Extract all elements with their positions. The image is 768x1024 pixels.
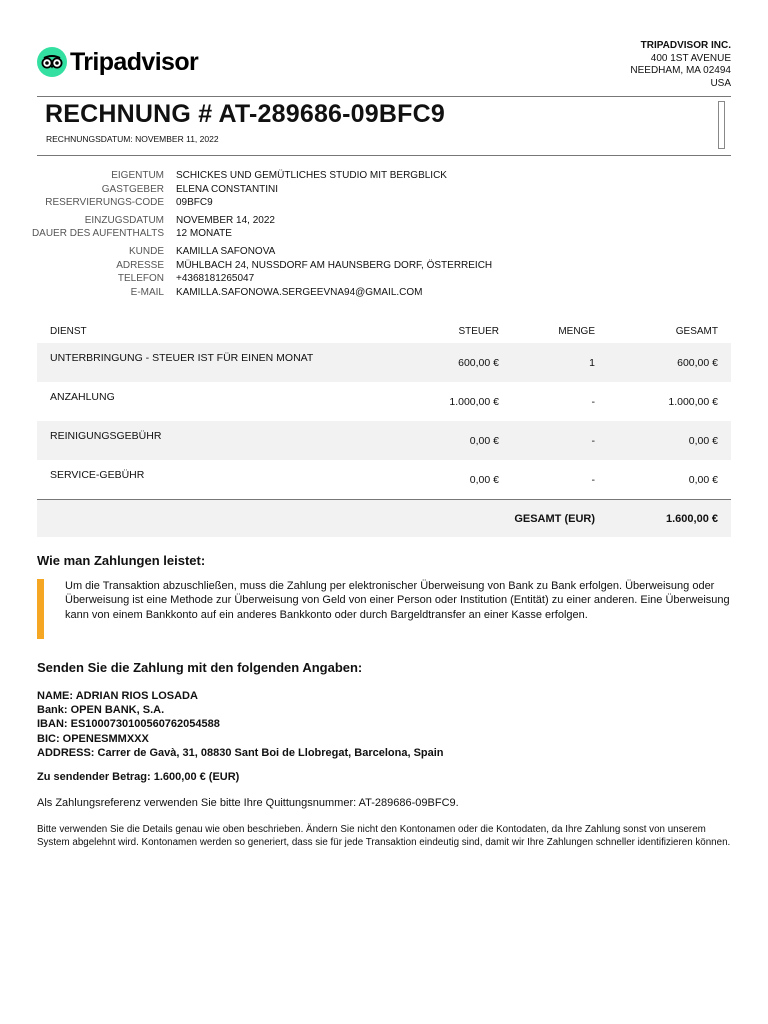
- detail-label: ADRESSE: [116, 259, 164, 271]
- company-address: [630, 40, 731, 90]
- detail-value: ELENA CONSTANTINI: [176, 183, 279, 195]
- detail-value: KAMILLA SAFONOVA: [176, 245, 276, 257]
- bank-bic: BIC: OPENESMMXXX: [37, 732, 149, 745]
- send-payment-heading: Senden Sie die Zahlung mit den folgenden Angaben:: [37, 660, 363, 675]
- cell-total: 0,00 €: [688, 473, 718, 486]
- bank-account-name: NAME: ADRIAN RIOS LOSADA: [37, 690, 198, 702]
- detail-value: 12 MONATE: [176, 228, 232, 240]
- table-row: [37, 343, 731, 382]
- tripadvisor-owl-icon: [37, 47, 67, 77]
- company-address-line: USA: [710, 77, 731, 89]
- cell-quantity: -: [591, 395, 595, 408]
- company-address-line: 400 1ST AVENUE: [650, 52, 731, 64]
- divider: [37, 96, 731, 97]
- detail-value: KAMILLA.SAFONOWA.SERGEEVNA94@GMAIL.COM: [176, 286, 423, 298]
- table-header: [37, 319, 731, 343]
- cell-quantity: 1: [589, 356, 595, 369]
- detail-row-address: [30, 259, 492, 273]
- detail-row-customer: [30, 245, 492, 259]
- cell-tax: 0,00 €: [469, 434, 499, 447]
- detail-row-stay-duration: [30, 227, 492, 241]
- detail-row-phone: [30, 272, 492, 286]
- detail-label: DAUER DES AUFENTHALTS: [31, 228, 164, 240]
- detail-label: TELEFON: [117, 273, 164, 285]
- detail-label: E-MAIL: [130, 286, 164, 298]
- cell-total: 1.000,00 €: [668, 395, 718, 408]
- bank-address: ADDRESS: Carrer de Gavà, 31, 08830 Sant Boi de Llobregat, Barcelona, Spain: [37, 746, 444, 759]
- cell-quantity: -: [591, 434, 595, 447]
- column-header-tax: STEUER: [458, 325, 499, 337]
- table-row: [37, 382, 731, 421]
- detail-label: KUNDE: [128, 245, 164, 257]
- barcode-box: [718, 101, 725, 149]
- cell-quantity: -: [591, 473, 595, 486]
- total-value: 1.600,00 €: [666, 512, 718, 525]
- amount-to-send: Zu sendender Betrag: 1.600,00 € (EUR): [37, 771, 240, 783]
- detail-row-move-in-date: [30, 214, 492, 228]
- payment-reference: Als Zahlungsreferenz verwenden Sie bitte Ihre Quittungsnummer: AT-289686-09BFC9.: [37, 797, 459, 809]
- cell-total: 600,00 €: [677, 356, 718, 369]
- bank-name: Bank: OPEN BANK, S.A.: [37, 704, 165, 717]
- company-name: TRIPADVISOR INC.: [640, 40, 731, 51]
- cell-tax: 0,00 €: [469, 473, 499, 486]
- cell-tax: 1.000,00 €: [449, 395, 499, 408]
- detail-label: RESERVIERUNGS-CODE: [45, 197, 164, 209]
- column-header-service: DIENST: [50, 325, 87, 337]
- detail-value: 09BFC9: [176, 197, 213, 209]
- detail-row-host: [30, 183, 492, 197]
- brand-name: Tripadvisor: [70, 47, 199, 76]
- detail-value: SCHICKES UND GEMÜTLICHES STUDIO MIT BERGBLICK: [176, 170, 447, 181]
- detail-row-reservation-code: [30, 196, 492, 210]
- charges-table: [37, 319, 731, 537]
- detail-value: MÜHLBACH 24, NUSSDORF AM HAUNSBERG DORF, ÖSTERREICH: [176, 259, 493, 271]
- fine-print: Bitte verwenden Sie die Details genau wie oben beschrieben. Ändern Sie nicht den Kontonamen oder die Kontodaten, da Ihre Zahlung sonst von unserem System abgelehnt wird. Kontonamen werden so generiert, dass sie für jede Transaktion eindeutig sind, damit wir Ihre Zahlungen schneller identifizieren können.: [37, 824, 731, 849]
- tripadvisor-logo: [37, 47, 198, 77]
- column-header-total: GESAMT: [675, 325, 718, 337]
- detail-label: EIGENTUM: [111, 170, 164, 181]
- bank-iban: IBAN: ES1000730100560762054588: [37, 718, 220, 731]
- column-header-quantity: MENGE: [558, 325, 595, 337]
- detail-row-email: [30, 286, 492, 300]
- cell-tax: 600,00 €: [458, 356, 499, 369]
- payment-notice: [37, 579, 731, 639]
- cell-service: SERVICE-GEBÜHR: [50, 469, 145, 481]
- detail-row-property: [30, 169, 492, 183]
- detail-label: GASTGEBER: [101, 183, 164, 195]
- cell-total: 0,00 €: [688, 434, 718, 447]
- table-row: [37, 421, 731, 460]
- divider: [37, 155, 731, 156]
- table-total-row: [37, 499, 731, 537]
- payment-heading: Wie man Zahlungen leistet:: [37, 553, 206, 568]
- bank-details: [37, 689, 444, 760]
- detail-label: EINZUGSDATUM: [84, 214, 164, 226]
- table-row: [37, 460, 731, 499]
- total-label: GESAMT (EUR): [514, 512, 595, 525]
- cell-service: UNTERBRINGUNG - STEUER IST FÜR EINEN MONAT: [50, 352, 314, 364]
- invoice-title: RECHNUNG # AT-289686-09BFC9: [45, 100, 445, 128]
- cell-service: ANZAHLUNG: [50, 391, 115, 403]
- invoice-date: RECHNUNGSDATUM: NOVEMBER 11, 2022: [46, 134, 219, 144]
- cell-service: REINIGUNGSGEBÜHR: [50, 430, 162, 442]
- company-address-line: NEEDHAM, MA 02494: [630, 65, 731, 76]
- payment-notice-text: Um die Transaktion abzuschließen, muss die Zahlung per elektronischer Überweisung von Bank zu Bank erfolgen. Überweisung oder Überweisung ist eine Methode zur Überweisung von Geld von einer Person oder Institution (Entität) zu einer anderen. Eine Überweisung kann von einem Bankkonto auf ein anderes Bankkonto oder durch Bargeldtransfer an einer Kasse erfolgen.: [65, 580, 730, 621]
- detail-value: NOVEMBER 14, 2022: [176, 214, 275, 226]
- detail-value: +4368181265047: [176, 273, 255, 285]
- booking-details: [30, 169, 492, 299]
